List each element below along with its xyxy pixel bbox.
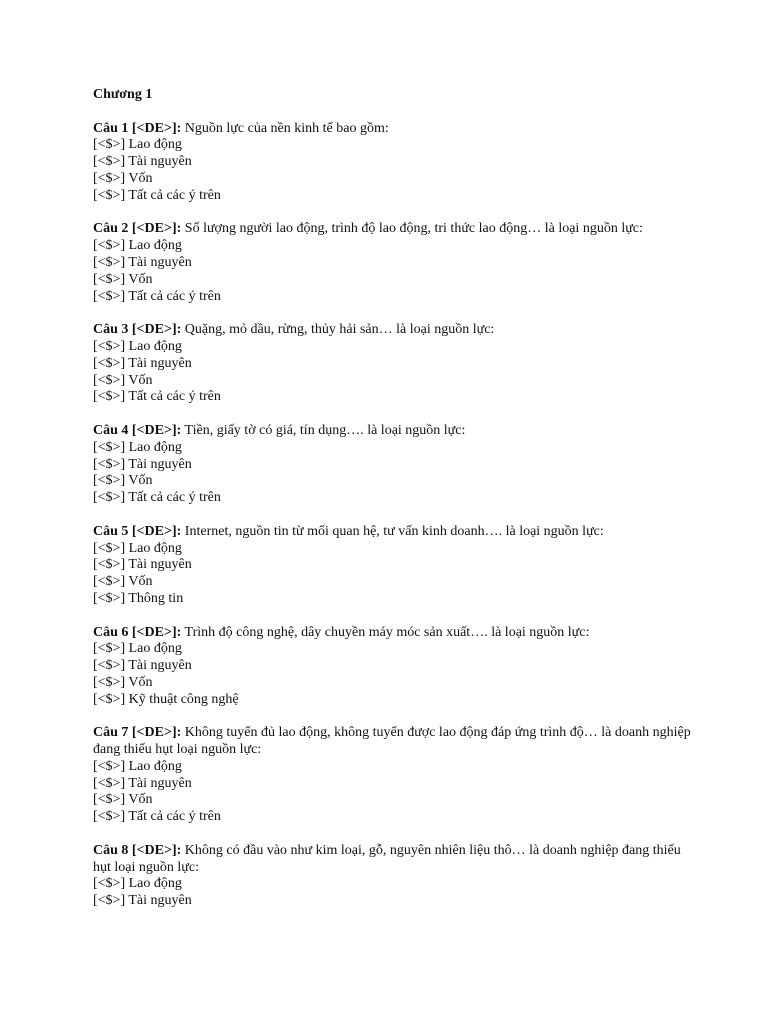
- question-6: [93, 625, 693, 709]
- chapter-title: Chương 1: [93, 87, 153, 102]
- answer-option: [<$>] Lao động: [93, 238, 182, 254]
- answer-option: [<$>] Tất cả các ý trên: [93, 187, 221, 203]
- question-text: Quặng, mỏ dầu, rừng, thủy hải sản… là loại nguồn lực:: [181, 322, 495, 338]
- answer-option: [<$>] Tài nguyên: [93, 456, 192, 472]
- question-label: Câu 4 [<DE>]:: [93, 422, 182, 438]
- answer-option: [<$>] Tài nguyên: [93, 154, 192, 170]
- question-text: Không có đầu vào như kim loại, gỗ, nguyên nhiên liệu thô… là doanh nghiệp đang thiếu hụt loại nguồn lực:: [93, 842, 681, 875]
- question-text: Trình độ công nghệ, dây chuyền máy móc sản xuất…. là loại nguồn lực:: [181, 624, 590, 640]
- answer-option: [<$>] Lao động: [93, 439, 182, 455]
- answer-option: [<$>] Tài nguyên: [93, 658, 192, 674]
- question-text: Không tuyển đủ lao động, không tuyển được lao động đáp ứng trình độ… là doanh nghiệp đang thiếu hụt loại nguồn lực:: [93, 725, 691, 758]
- question-2: [93, 221, 693, 305]
- question-stem: [93, 221, 693, 238]
- answer-option: [<$>] Lao động: [93, 137, 182, 153]
- answer-option: [<$>] Lao động: [93, 338, 182, 354]
- answer-option: [<$>] Tất cả các ý trên: [93, 389, 221, 405]
- question-stem: [93, 625, 693, 642]
- answer-option: [<$>] Thông tin: [93, 590, 184, 606]
- question-stem: [93, 725, 693, 759]
- question-text: Nguồn lực của nền kinh tế bao gồm:: [181, 120, 389, 136]
- question-8: [93, 843, 693, 910]
- answer-option: [<$>] Lao động: [93, 876, 182, 892]
- question-label: Câu 1 [<DE>]:: [93, 120, 182, 136]
- question-text: Internet, nguồn tin từ mối quan hệ, tư vấn kinh doanh…. là loại nguồn lực:: [181, 523, 604, 539]
- question-label: Câu 3 [<DE>]:: [93, 322, 182, 338]
- answer-option: [<$>] Vốn: [93, 792, 153, 808]
- question-text: Số lượng người lao động, trình độ lao động, tri thức lao động… là loại nguồn lực:: [181, 221, 643, 237]
- question-label: Câu 7 [<DE>]:: [93, 725, 182, 741]
- question-3: [93, 322, 693, 406]
- question-stem: [93, 524, 693, 541]
- answer-option: [<$>] Tài nguyên: [93, 557, 192, 573]
- answer-option: [<$>] Lao động: [93, 641, 182, 657]
- answer-option: [<$>] Vốn: [93, 473, 153, 489]
- question-stem: [93, 423, 693, 440]
- answer-option: [<$>] Vốn: [93, 271, 153, 287]
- question-stem: [93, 121, 693, 138]
- answer-option: [<$>] Vốn: [93, 372, 153, 388]
- question-stem: [93, 322, 693, 339]
- answer-option: [<$>] Tài nguyên: [93, 893, 192, 909]
- answer-option: [<$>] Kỹ thuật công nghệ: [93, 691, 239, 707]
- question-list: [93, 121, 693, 910]
- question-4: [93, 423, 693, 507]
- question-1: [93, 121, 693, 205]
- question-label: Câu 8 [<DE>]:: [93, 842, 182, 858]
- answer-option: [<$>] Tài nguyên: [93, 775, 192, 791]
- answer-option: [<$>] Tất cả các ý trên: [93, 809, 221, 825]
- question-label: Câu 2 [<DE>]:: [93, 221, 182, 237]
- document-page: [93, 87, 693, 927]
- question-stem: [93, 843, 693, 877]
- answer-option: [<$>] Tất cả các ý trên: [93, 490, 221, 506]
- answer-option: [<$>] Vốn: [93, 674, 153, 690]
- question-label: Câu 6 [<DE>]:: [93, 624, 182, 640]
- answer-option: [<$>] Tất cả các ý trên: [93, 288, 221, 304]
- answer-option: [<$>] Tài nguyên: [93, 254, 192, 270]
- answer-option: [<$>] Lao động: [93, 540, 182, 556]
- question-7: [93, 725, 693, 826]
- answer-option: [<$>] Tài nguyên: [93, 355, 192, 371]
- question-label: Câu 5 [<DE>]:: [93, 523, 182, 539]
- question-5: [93, 524, 693, 608]
- question-text: Tiền, giấy tờ có giá, tín dụng…. là loại nguồn lực:: [181, 422, 466, 438]
- answer-option: [<$>] Vốn: [93, 170, 153, 186]
- answer-option: [<$>] Lao động: [93, 758, 182, 774]
- answer-option: [<$>] Vốn: [93, 574, 153, 590]
